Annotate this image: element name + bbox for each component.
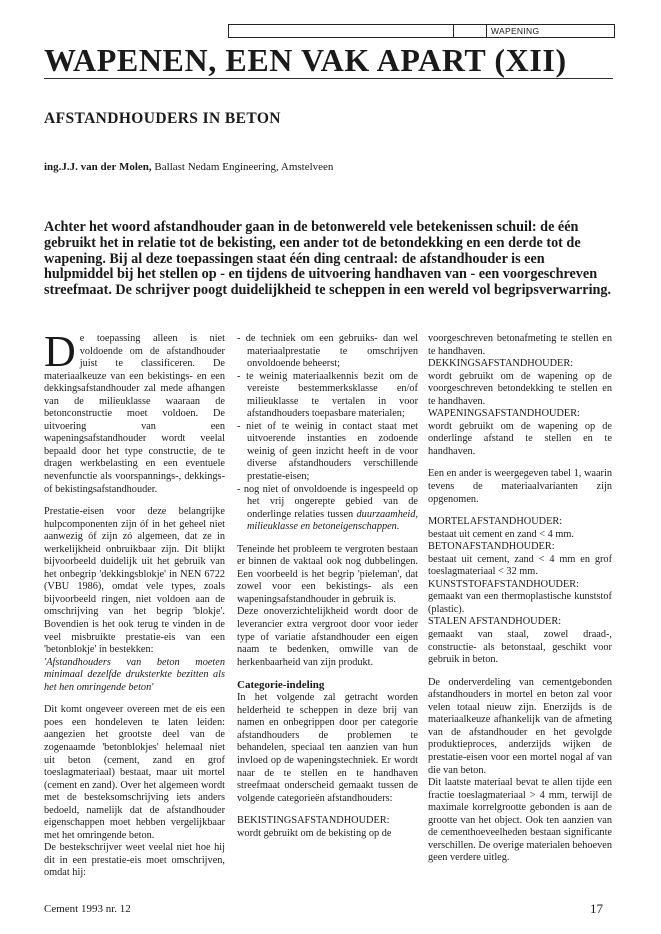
material-definition: gemaakt van een thermoplastische kunststof (plastic). — [428, 591, 612, 615]
column-1 — [44, 327, 225, 880]
header-divider — [486, 25, 487, 37]
column-2 — [237, 333, 418, 840]
category-term: BEKISTINGSAFSTANDHOUDER: — [237, 815, 390, 827]
column-3 — [428, 333, 612, 875]
category-term: DEKKINGSAFSTANDHOUDER: — [428, 358, 574, 370]
paragraph: De onderverdeling van cementgebonden afstandhouders in mortel en beton zal voor velen totaal nieuw zijn. Enerzijds is de materiaalkeuze afhankelijk van de afmeting van de afstandhouder en het gevolgde produktieproces, anderzijds wijken de prestatie-eisen voor een mortel nogal af van die van beton. — [428, 676, 612, 776]
header-divider — [453, 25, 454, 37]
material-term: KUNSTSTOFAFSTANDHOUDER: — [428, 578, 579, 590]
material-term: STALEN AFSTANDHOUDER: — [428, 616, 562, 628]
material-definition: gemaakt van staal, zowel draad-, constructie- als betonstaal, geschikt voor gebruik in beton. — [428, 629, 612, 666]
page-number: 17 — [590, 901, 603, 916]
drop-cap: D — [44, 327, 76, 376]
bullet-list — [237, 333, 418, 534]
footer-journal: Cement 1993 nr. 12 — [44, 903, 131, 915]
list-item: - niet of te weinig in contact staat met uitvoerende instanties en zodoende weinig of geen inzicht heeft in de voor diverse afstandhouders verschillende prestatie-eisen; — [237, 420, 418, 483]
category-definition: wordt gebruikt om de wapening op de voorgeschreven betondekking te stellen en te handhaven. — [428, 370, 612, 407]
section-heading: Categorie-indeling — [237, 679, 325, 692]
paragraph — [44, 327, 225, 496]
article-subtitle: AFSTANDHOUDERS IN BETON — [44, 110, 281, 127]
paragraph: voorgeschreven betonafmeting te stellen en te handhaven. — [428, 333, 612, 357]
paragraph: Dit laatste materiaal bevat te allen tijde een fractie toeslagmateriaal > 4 mm, terwijl de maximale korrelgrootte gebonden is aan de grootte van het object. Ook ten aanzien van de cementhoeveelheden bestaan significante verschillen. De overige materialen behoeven geen verdere uitleg. — [428, 777, 612, 864]
list-item: - te weinig materiaalkennis bezit om de vereiste bestemmerksklasse en/of milieuklasse te vertalen in voor afstandhouders toepasbare materialen; — [237, 370, 418, 420]
list-item: - de techniek om een gebruiks- dan wel materiaalprestatie te omschrijven onvoldoende beheerst; — [237, 333, 418, 370]
list-item — [237, 484, 418, 534]
quote: 'Afstandhouders van beton moeten minimaal dezelfde druksterkte bezitten als het hen omringende beton' — [44, 656, 225, 693]
paragraph: Een en ander is weergegeven tabel 1, waarin tevens de materiaalvarianten zijn opgenomen. — [428, 468, 612, 505]
paragraph: Dit komt ongeveer overeen met de eis een poes een hondeleven te laten leiden: aangezien het grootste deel van de zogenaamde 'betonblokjes' helemaal niet uit beton (cement, zand en grof toeslagmateriaal) bestaat, maar uit mortel (cement en zand). Over het algemeen wordt met de besteksomschrijving iets anders bedoeld, namelijk dat de afstandhouder eigenschappen moet hebben vergelijkbaar met het omringende beton. — [44, 704, 225, 841]
author-affiliation: Ballast Nedam Engineering, Amstelveen — [154, 161, 334, 173]
author-name: ing.J.J. van der Molen, — [44, 161, 152, 173]
paragraph: Teneinde het probleem te vergroten bestaan er binnen de vaktaal ook nog dubbelingen. Een voorbeeld is het begrip 'pieleman', dat zowel voor een bekistings- als een wapeningsafstandhouder in gebruik is. — [237, 543, 418, 605]
byline — [44, 161, 333, 173]
paragraph: Deze onoverzichtelijkheid wordt door de leverancier extra vergroot door voor ieder type of variatie afstandhouder een eigen naam te bedenken, omwille van de herkenbaarheid van zijn produkt. — [237, 606, 418, 668]
running-header-box — [228, 24, 615, 38]
list-item-emphasis: duurzaamheid, milieuklasse en betoneigenschappen. — [247, 508, 419, 533]
material-term: MORTELAFSTANDHOUDER: — [428, 516, 563, 528]
category-definition: wordt gebruikt om de wapening op de onderlinge afstand te stellen en te handhaven. — [428, 420, 612, 457]
paragraph: In het volgende zal getracht worden helderheid te scheppen in deze brij van namen en onbegrippen door per categorie afstandhouders de problemen te behandelen, speciaal ten aanzien van hun invloed op de wapeningstechniek. Er wordt naar de te stellen en te handhaven streefmaat onderscheid gemaakt tussen de volgende categorieën afstandhouders: — [237, 692, 418, 804]
section-label: WAPENING — [491, 26, 540, 36]
paragraph-text: e toepassing alleen is niet voldoende om de afstandhouder juist te classificeren. De materiaalkeuze van een bekistings- en een dekkingsafstandhouder zal mede afhangen van de milieuklasse waaraan de betonconstructie moet voldoen. De uitvoering van een wapeningsafstandhouder wordt veelal bepaald door het type constructie, de te dragen werkbelasting en een eventuele nevenfunctie als voorspannings-, dekkings- of bekistingsafstandhouder. — [44, 333, 225, 495]
category-definition: wordt gebruikt om de bekisting op de — [237, 827, 392, 839]
paragraph: Prestatie-eisen voor deze belangrijke hulpcomponenten zijn óf in het geheel niet aanwezig óf zijn zó algemeen, dat ze in werkelijkheid onbruikbaar zijn. Dit blijkt bijvoorbeeld duidelijk uit het gebruik van het onbegrip 'dekkingsblokje' in NEN 6722 (VBU 1986), omdat vele types, zoals bijvoorbeeld ringen, niet voldoen aan de omschrijving van het begrip 'blokje'. Bovendien is het ook terug te vinden in de veel misbruikte prestatie-eis van een 'betonblokje' in bestekken: — [44, 506, 225, 656]
list-item-text: - nog niet of onvoldoende is ingespeeld op het vrij ongerepte gebied van de onderlinge relaties tussen — [237, 483, 418, 520]
material-term: BETONAFSTANDHOUDER: — [428, 541, 555, 553]
lead-paragraph: Achter het woord afstandhouder gaan in de betonwereld vele betekenissen schuil: de één gebruikt het in relatie tot de bekisting, een ander tot de betondekking en een derde tot de wapening. Bij al deze toepassingen staat één ding centraal: de afstandhouder is een hulpmiddel bij het stellen op - en tijdens de uitvoering handhaven van - een voorgeschreven streefmaat. De schrijver poogt duidelijkheid te scheppen in een wereld vol begripsverwarring. — [44, 219, 612, 299]
category-term: WAPENINGSAFSTANDHOUDER: — [428, 408, 580, 420]
article-title: WAPENEN, EEN VAK APART (XII) — [44, 42, 567, 78]
title-rule — [44, 78, 613, 79]
paragraph: De bestekschrijver weet veelal niet hoe hij dit in een prestatie-eis moet omschrijven, omdat hij: — [44, 842, 225, 879]
material-definition: bestaat uit cement en zand < 4 mm. — [428, 528, 574, 540]
material-definition: bestaat uit cement, zand < 4 mm en grof toeslagmateriaal < 32 mm. — [428, 553, 612, 578]
